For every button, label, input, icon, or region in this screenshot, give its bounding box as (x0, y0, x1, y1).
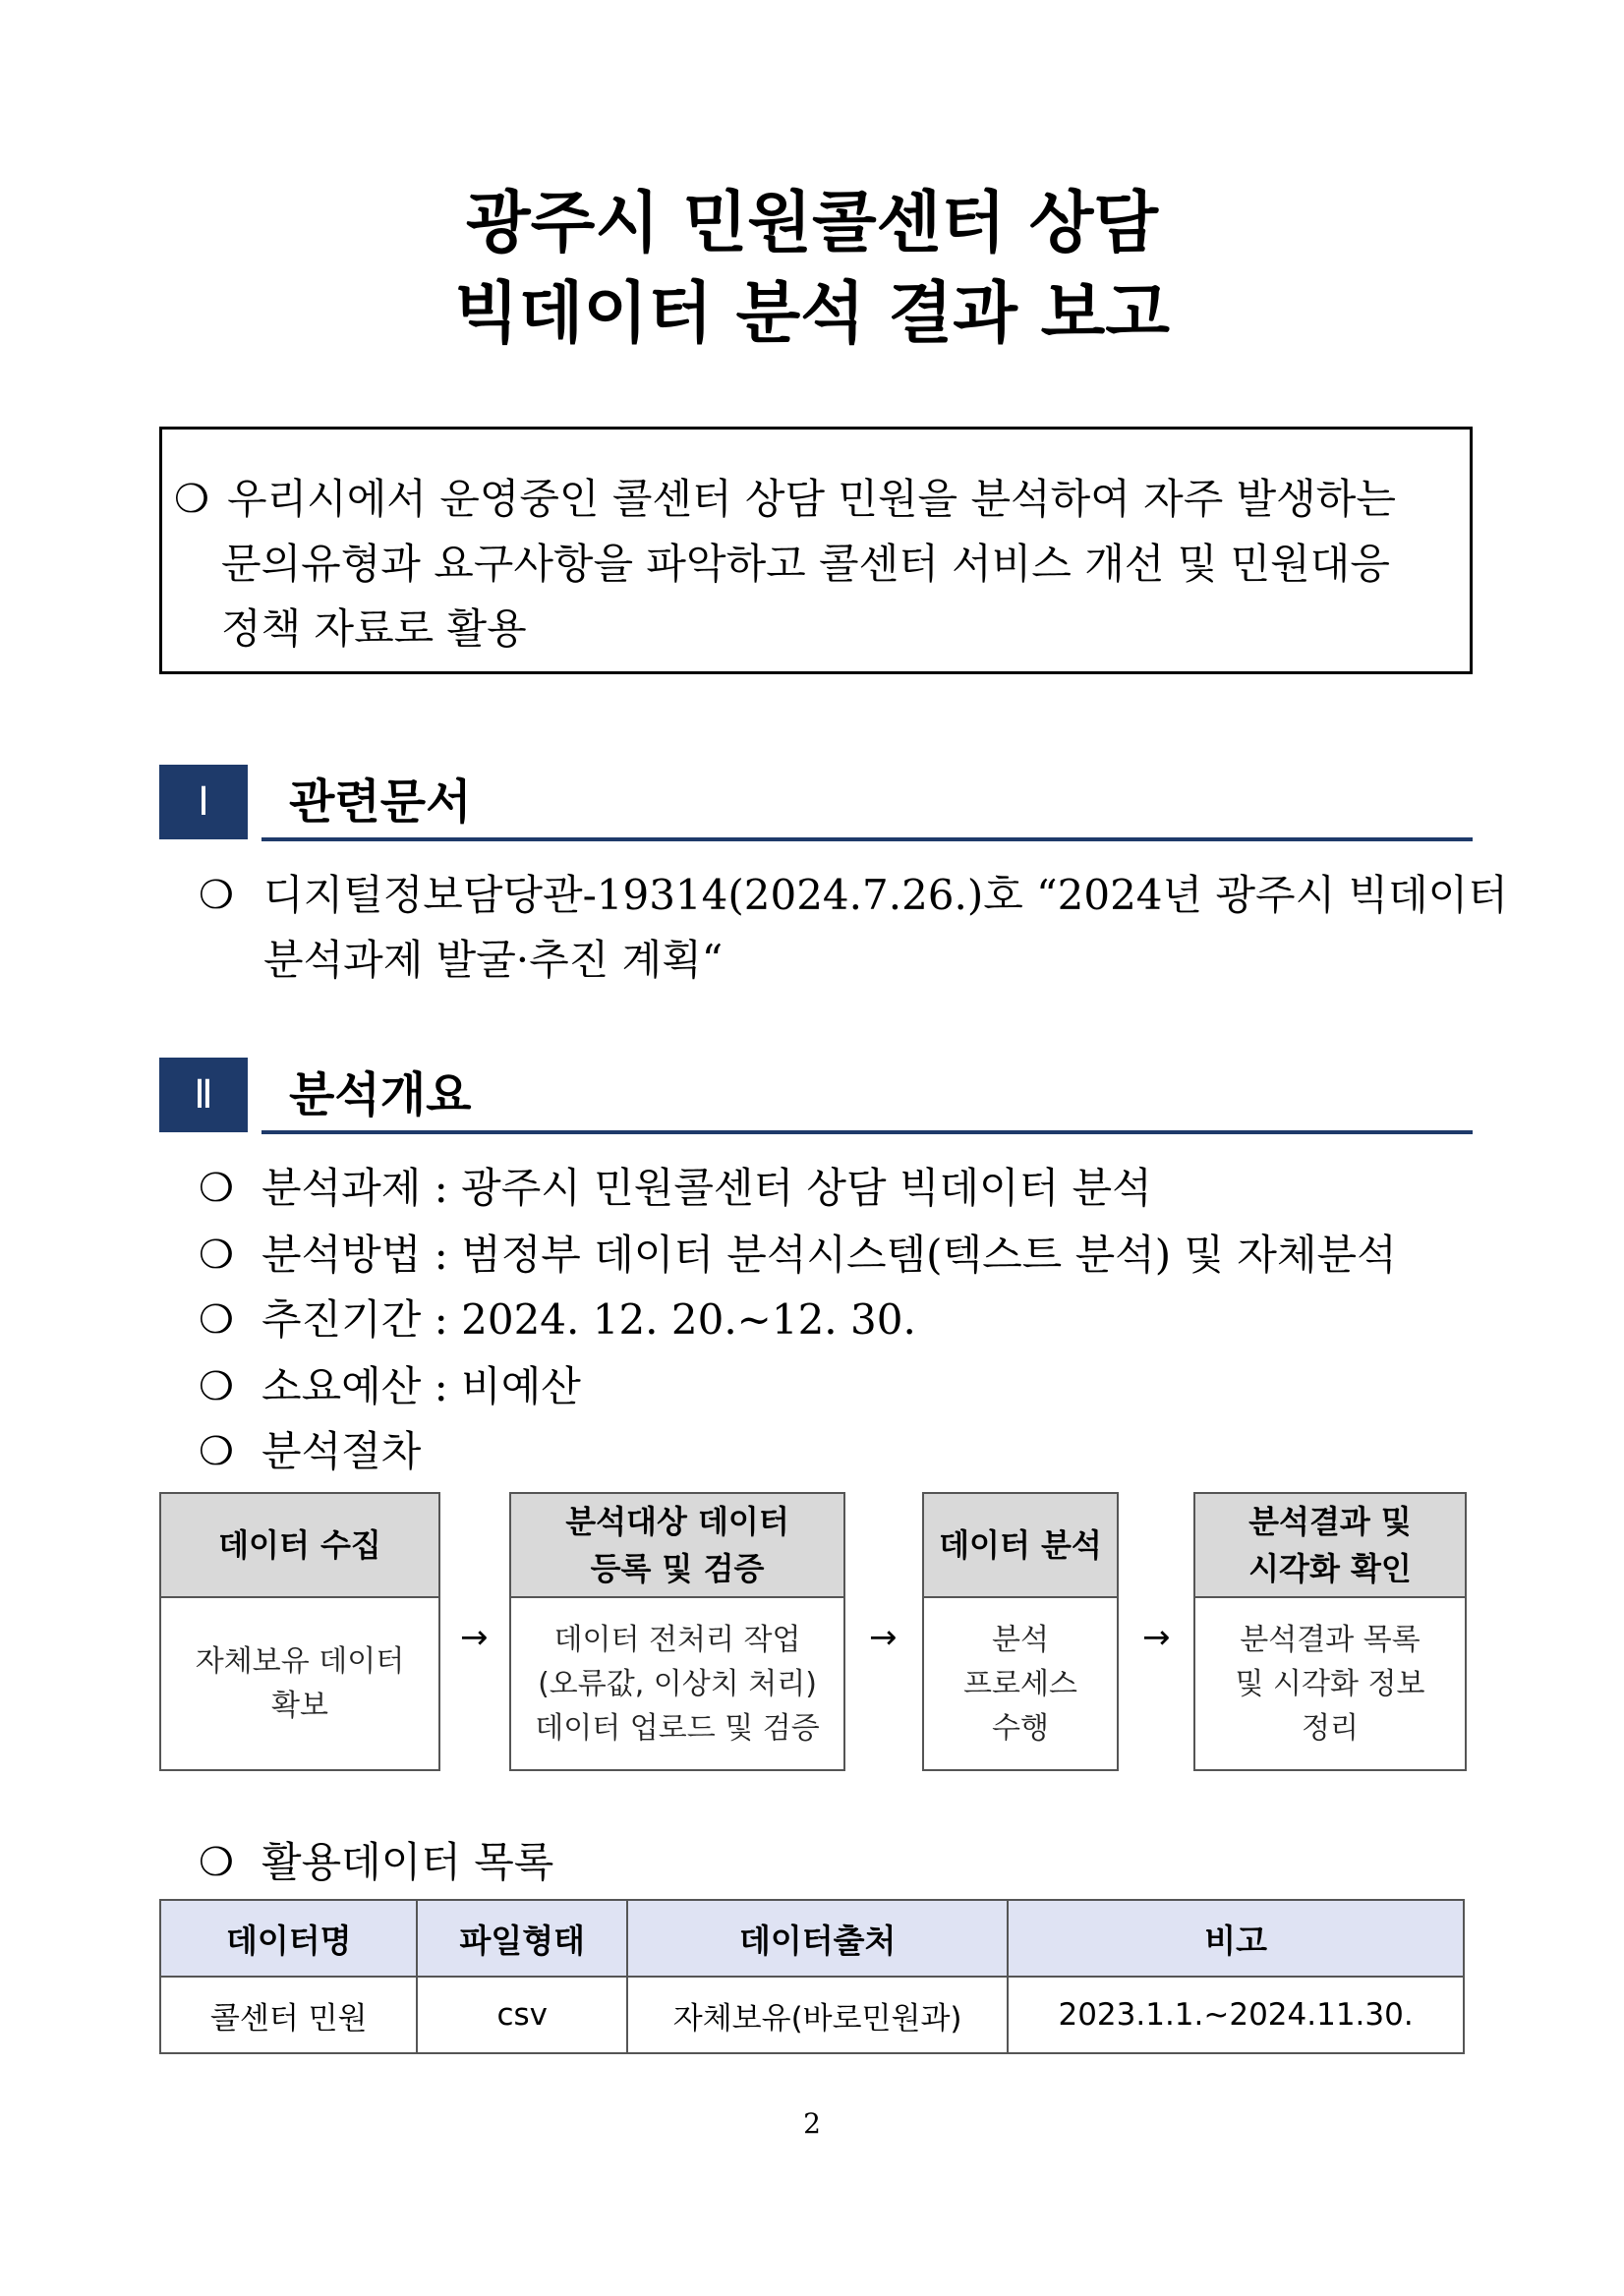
related-doc-line-1: 디지털정보담당관-19314(2024.7.26.)호 “2024년 광주시 빅데이터 (263, 871, 1508, 919)
data-list-title: 활용데이터 목록 (261, 1838, 554, 1886)
table-cell: csv (417, 1977, 627, 2053)
process-step-header: 분석대상 데이터 등록 및 검증 (511, 1494, 843, 1598)
summary-line-1: 우리시에서 운영중인 콜센터 상담 민원을 분석하여 자주 발생하는 (227, 475, 1396, 523)
process-step-visualize (1193, 1492, 1467, 1771)
process-step-body: 분석결과 목록 및 시각화 정보 정리 (1235, 1622, 1425, 1746)
data-list-table (159, 1899, 1465, 2054)
data-list-bullet-icon: ❍ (199, 1840, 234, 1885)
process-arrow-icon: → (869, 1618, 898, 1657)
process-arrow-icon: → (1142, 1618, 1171, 1657)
process-step-register (509, 1492, 845, 1771)
overview-bullet-icon: ❍ (199, 1233, 234, 1278)
summary-box (159, 427, 1473, 674)
section-1-title: 관련문서 (289, 775, 472, 830)
section-2-number: Ⅱ (159, 1058, 248, 1132)
process-step-analyze (922, 1492, 1119, 1771)
section-2-rule (261, 1130, 1473, 1134)
overview-bullet-icon: ❍ (199, 1429, 234, 1474)
document-title-line2: 빅데이터 분석 결과 보고 (454, 275, 1170, 353)
table-cell: 콜센터 민원 (160, 1977, 417, 2053)
document-title-line1: 광주시 민원콜센터 상담 (465, 185, 1159, 262)
process-arrow-icon: → (460, 1618, 489, 1657)
process-step-body: 분석 프로세스 수행 (963, 1622, 1077, 1746)
overview-bullet-icon: ❍ (199, 1297, 234, 1343)
table-header-cell: 파일형태 (417, 1900, 627, 1977)
process-step-body: 데이터 전처리 작업 (오류값, 이상치 처리) 데이터 업로드 및 검증 (535, 1622, 820, 1746)
table-header-cell: 데이터명 (160, 1900, 417, 1977)
process-step-header: 분석결과 및 시각화 확인 (1195, 1494, 1465, 1598)
overview-item-task: 분석과제 : 광주시 민원콜센터 상담 빅데이터 분석 (261, 1164, 1152, 1212)
table-header-row (160, 1900, 1464, 1977)
overview-item-method: 분석방법 : 범정부 데이터 분석시스템(텍스트 분석) 및 자체분석 (261, 1231, 1397, 1279)
process-step-body: 자체보유 데이터 확보 (195, 1644, 405, 1723)
table-row (160, 1977, 1464, 2053)
process-step-header: 데이터 분석 (924, 1494, 1117, 1598)
process-step-collect (159, 1492, 440, 1771)
process-step-header: 데이터 수집 (161, 1494, 438, 1598)
overview-bullet-icon: ❍ (199, 1166, 234, 1211)
section-1-bullet-icon: ❍ (199, 873, 234, 918)
overview-bullet-icon: ❍ (199, 1364, 234, 1409)
section-1-rule (261, 837, 1473, 841)
table-header-cell: 데이터출처 (627, 1900, 1008, 1977)
table-cell: 자체보유(바로민원과) (627, 1977, 1008, 2053)
summary-bullet-icon: ❍ (174, 477, 209, 522)
overview-item-procedure: 분석절차 (261, 1427, 422, 1475)
summary-line-3: 정책 자료로 활용 (221, 604, 527, 653)
page-number: 2 (803, 2107, 821, 2140)
table-header-cell: 비고 (1008, 1900, 1464, 1977)
table-cell: 2023.1.1.~2024.11.30. (1008, 1977, 1464, 2053)
overview-item-budget: 소요예산 : 비예산 (261, 1362, 581, 1410)
overview-item-period: 추진기간 : 2024. 12. 20.~12. 30. (261, 1295, 916, 1344)
related-doc-line-2: 분석과제 발굴·추진 계획“ (263, 936, 724, 984)
summary-line-2: 문의유형과 요구사항을 파악하고 콜센터 서비스 개선 및 민원대응 (221, 540, 1390, 588)
section-2-title: 분석개요 (289, 1067, 472, 1122)
section-1-number: Ⅰ (159, 765, 248, 839)
